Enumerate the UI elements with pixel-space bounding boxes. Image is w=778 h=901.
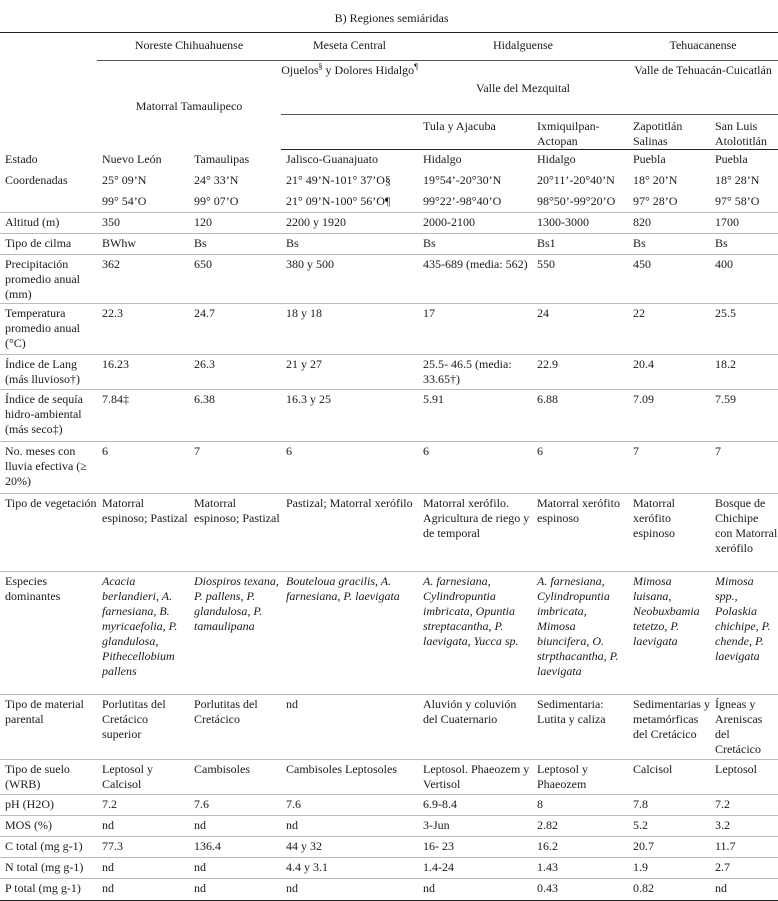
table-cell: 6 (281, 442, 418, 494)
table-cell: 2.82 (532, 816, 628, 837)
table-row (0, 192, 778, 213)
table-cell: Matorral xerófito espinoso (628, 494, 710, 572)
subregion-matorral-tamaulipeco: Matorral Tamaulipeco (135, 98, 243, 113)
table-cell: 820 (628, 213, 710, 234)
table-row (0, 695, 778, 760)
table-cell: 21° 09’N-100° 56’O¶ (281, 192, 418, 213)
table-cell: 77.3 (97, 837, 189, 858)
table-cell: 17 (418, 304, 532, 355)
table-cell: 21° 49’N-101° 37’O§ (286, 172, 391, 187)
table-row (0, 837, 778, 858)
table-cell: 6.38 (189, 390, 281, 442)
table-cell: nd (418, 879, 532, 901)
table-cell: 5.91 (418, 390, 532, 442)
table-row (0, 234, 778, 255)
table-cell: Nuevo León (102, 151, 162, 166)
table-cell: A. farnesiana, Cylindropuntia imbricata, Mimosa biuncifera, O. strpthacantha, P. laevigata (532, 572, 628, 695)
row-label: Tipo de suelo (WRB) (0, 760, 97, 795)
table-cell: nd (281, 879, 418, 901)
table-cell: 7.2 (710, 795, 778, 816)
table-cell: Hidalgo (423, 152, 462, 166)
table-cell: 21 y 27 (281, 355, 418, 390)
region-noreste: Noreste Chihuahuense (97, 33, 281, 61)
row-label: No. meses con lluvia efectiva (≥ 20%) (0, 442, 97, 494)
table-cell: 7.84‡ (97, 390, 189, 442)
table-cell: 0.43 (532, 879, 628, 901)
table-cell: BWhw (97, 234, 189, 255)
locality-ixmiquilpan: Ixmiquilpan-Actopan (532, 115, 628, 150)
locality-san-luis: San Luis Atolotitlán (710, 115, 778, 150)
table-row (0, 304, 778, 355)
table-row (0, 760, 778, 795)
table-cell: 350 (97, 213, 189, 234)
table-cell: Bs (418, 234, 532, 255)
header-empty-cell (0, 61, 97, 150)
table-cell: 435-689 (media: 562) (418, 255, 532, 304)
table-cell: 25° 09’N (102, 172, 147, 187)
table-cell: Bosque de Chichipe con Matorral xerófilo (710, 494, 778, 572)
table-cell: Sedimentaria: Lutita y caliza (532, 695, 628, 760)
table-cell: Calcisol (628, 760, 710, 795)
table-cell: 16- 23 (418, 837, 532, 858)
table-row (0, 390, 778, 442)
table-cell: 6.88 (532, 390, 628, 442)
table-cell: 1300-3000 (532, 213, 628, 234)
table-cell: 20°11’-20°40’N (537, 172, 615, 187)
row-label: Estado (5, 151, 38, 166)
table-cell: Matorral xerófilo. Agricultura de riego y de temporal (418, 494, 532, 572)
row-label: MOS (%) (0, 816, 97, 837)
row-label: Tipo de vegetación (0, 494, 97, 572)
table-cell: Acacia berlandieri, A. farnesiana, B. myricaefolia, P. glandulosa, Pithecellobium pallens (97, 572, 189, 695)
table-cell: 16.3 y 25 (281, 390, 418, 442)
table-cell: Puebla (715, 152, 748, 166)
table-row (0, 494, 778, 572)
row-label: Índice de Lang (más lluvioso†) (0, 355, 97, 390)
table-cell: 99° 54’O (97, 192, 189, 213)
table-cell: Hidalgo (537, 152, 576, 166)
table-cell: 16.2 (532, 837, 628, 858)
table-cell: 22.9 (532, 355, 628, 390)
table-cell: 1.9 (628, 858, 710, 879)
table-row (0, 150, 778, 171)
table-cell: Aluvión y coluvión del Cuaternario (418, 695, 532, 760)
row-label: N total (mg g-1) (0, 858, 97, 879)
table-cell: Sedimentarias y metamórficas del Cretácico (628, 695, 710, 760)
table-cell: nd (281, 695, 418, 760)
table-cell: 2000-2100 (418, 213, 532, 234)
table-cell: 7.8 (628, 795, 710, 816)
table-cell: A. farnesiana, Cylindropuntia imbricata, Opuntia streptacantha, P. laevigata, Yucca sp. (418, 572, 532, 695)
header-empty-cell (281, 115, 418, 150)
table-cell: 3-Jun (418, 816, 532, 837)
row-label: Especies dominantes (0, 572, 97, 695)
table-cell: 6 (532, 442, 628, 494)
row-label: pH (H2O) (0, 795, 97, 816)
locality-tula: Tula y Ajacuba (418, 115, 532, 150)
table-cell: Bs (628, 234, 710, 255)
table-cell: nd (189, 879, 281, 901)
table-cell: 7 (628, 442, 710, 494)
table-cell: 22.3 (97, 304, 189, 355)
table-row (0, 816, 778, 837)
table-cell: 6.9-8.4 (418, 795, 532, 816)
table-cell: Jalisco-Guanajuato (286, 152, 378, 166)
table-cell: Leptosol (710, 760, 778, 795)
table-cell: Diospiros texana, P. pallens, P. glandulosa, P. tamaulipana (189, 572, 281, 695)
table-cell: 1.4-24 (418, 858, 532, 879)
table-cell: Ígneas y Areniscas del Cretácico (710, 695, 778, 760)
table-cell: Cambisoles (189, 760, 281, 795)
table-cell: nd (189, 858, 281, 879)
table-cell: 26.3 (189, 355, 281, 390)
table-cell: 7 (189, 442, 281, 494)
table-cell: 24.7 (189, 304, 281, 355)
table-cell: nd (710, 879, 778, 901)
table-cell: 97° 28’O (628, 192, 710, 213)
row-label (0, 192, 97, 213)
table-cell: Bs (281, 234, 418, 255)
row-label: Altitud (m) (0, 213, 97, 234)
table-cell: 99° 07’O (189, 192, 281, 213)
table-cell: 18° 20’N (633, 172, 678, 187)
row-label: Temperatura promedio anual (°C) (0, 304, 97, 355)
table-cell: 99°22’-98°40’O (418, 192, 532, 213)
table-cell: Bs (189, 234, 281, 255)
table-cell: 8 (532, 795, 628, 816)
table-row (0, 171, 778, 192)
table-cell: nd (189, 816, 281, 837)
table-cell: 1.43 (532, 858, 628, 879)
header-empty-cell (0, 33, 97, 61)
table-cell: Porlutitas del Cretácico (189, 695, 281, 760)
table-row (0, 795, 778, 816)
table-cell: Matorral xerófito espinoso (532, 494, 628, 572)
table-cell: 3.2 (710, 816, 778, 837)
row-label: Tipo de material parental (0, 695, 97, 760)
table-cell: 22 (628, 304, 710, 355)
table-cell: 7.09 (628, 390, 710, 442)
table-cell: 18 y 18 (281, 304, 418, 355)
table-cell: 7 (710, 442, 778, 494)
table-cell: 20.7 (628, 837, 710, 858)
table-cell: 25.5 (710, 304, 778, 355)
table-cell: 4.4 y 3.1 (281, 858, 418, 879)
table-cell: 16.23 (97, 355, 189, 390)
table-cell: nd (97, 816, 189, 837)
table-cell: 18° 28’N (715, 172, 760, 187)
table-row (0, 572, 778, 695)
row-label: Coordenadas (5, 172, 68, 187)
region-hidalguense: Hidalguense (418, 33, 628, 61)
table-cell: 97° 58’O (710, 192, 778, 213)
table-cell: 19°54’-20°30’N (423, 172, 502, 187)
table-cell: Bouteloua gracilis, A. farnesiana, P. laevigata (281, 572, 418, 695)
table-cell: 11.7 (710, 837, 778, 858)
table-cell: Bs (710, 234, 778, 255)
region-tehuacanense: Tehuacanense (628, 33, 778, 61)
table-cell: nd (97, 879, 189, 901)
row-label: P total (mg g-1) (0, 879, 97, 901)
table-cell: Mimosa spp., Polaskia chichipe, P. chende, P. laevigata (710, 572, 778, 695)
row-label: Precipitación promedio anual (mm) (0, 255, 97, 304)
table-cell: 1700 (710, 213, 778, 234)
table-cell: Leptosol. Phaeozem y Vertisol (418, 760, 532, 795)
region-meseta-central: Meseta Central (281, 33, 418, 61)
table-row (0, 213, 778, 234)
table-cell: 24 (532, 304, 628, 355)
table-cell: Leptosol y Phaeozem (532, 760, 628, 795)
table-cell: nd (281, 816, 418, 837)
table-cell: Matorral espinoso; Pastizal (189, 494, 281, 572)
table-cell: 2.7 (710, 858, 778, 879)
table-cell: 20.4 (628, 355, 710, 390)
table-cell: Mimosa luisana, Neobuxbamia tetetzo, P. laevigata (628, 572, 710, 695)
table-row (0, 879, 778, 901)
table-cell: Bs1 (532, 234, 628, 255)
table-cell: 7.59 (710, 390, 778, 442)
table-cell: 6 (418, 442, 532, 494)
table-cell: Matorral espinoso; Pastizal (97, 494, 189, 572)
locality-zapotitlan: Zapotitlán Salinas (628, 115, 710, 150)
region-header-row (0, 33, 778, 61)
table-cell: 7.6 (281, 795, 418, 816)
table-cell: 24° 33’N (194, 172, 239, 187)
table-title-row (0, 0, 778, 33)
table-cell: 650 (189, 255, 281, 304)
table-cell: 0.82 (628, 879, 710, 901)
table-cell: 120 (189, 213, 281, 234)
table-cell: 136.4 (189, 837, 281, 858)
table-cell: 2200 y 1920 (281, 213, 418, 234)
table-cell: 18.2 (710, 355, 778, 390)
table-row (0, 858, 778, 879)
table-cell: nd (97, 858, 189, 879)
table-cell: Pastizal; Matorral xerófilo (281, 494, 418, 572)
subregion-header-row (0, 61, 778, 115)
table-cell: 44 y 32 (281, 837, 418, 858)
table-row (0, 355, 778, 390)
table-row (0, 442, 778, 494)
table-cell: 7.2 (97, 795, 189, 816)
subregion-valle-tehuacan: Valle de Tehuacán-Cuicatlán (628, 61, 778, 115)
subregion-valle-mezquital: Valle del Mezquital (418, 61, 628, 115)
table-cell: Cambisoles Leptosoles (281, 760, 418, 795)
table-cell: 550 (532, 255, 628, 304)
table-cell: 450 (628, 255, 710, 304)
table-cell: 98°50’-99°20’O (532, 192, 628, 213)
table-cell: Leptosol y Calcisol (97, 760, 189, 795)
row-label: Índice de sequía hidro-ambiental (más seco‡) (0, 390, 97, 442)
row-label: Tipo de cilma (0, 234, 97, 255)
table-cell: 6 (97, 442, 189, 494)
table-title: B) Regiones semiáridas (0, 0, 778, 33)
subregion-ojuelos: Ojuelos§ y Dolores Hidalgo¶ (281, 61, 418, 115)
table-cell: Tamaulipas (194, 151, 250, 166)
table-cell: 5.2 (628, 816, 710, 837)
table-cell: 362 (97, 255, 189, 304)
table-cell: Porlutitas del Cretácico superior (97, 695, 189, 760)
table-row (0, 255, 778, 304)
table-cell: 7.6 (189, 795, 281, 816)
table-cell: 25.5- 46.5 (media: 33.65†) (418, 355, 532, 390)
table-cell: 400 (710, 255, 778, 304)
table-cell: 380 y 500 (281, 255, 418, 304)
table-cell: Puebla (633, 152, 666, 166)
row-label: C total (mg g-1) (0, 837, 97, 858)
